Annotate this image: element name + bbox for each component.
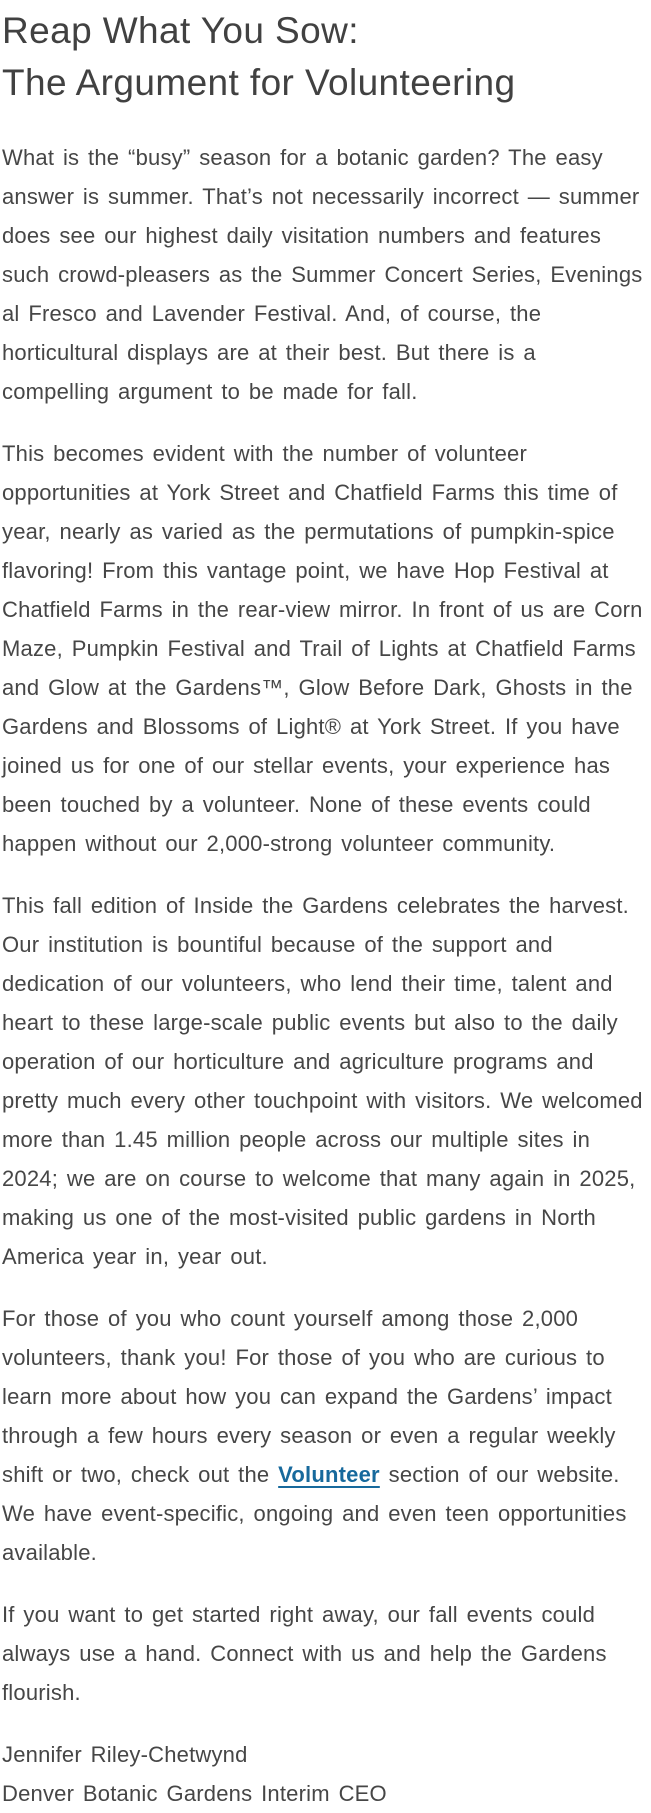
paragraph-2: This becomes evident with the number of volunteer opportunities at York Street and Chatfield Farms this time of year, nearly as varied as the permutations of pumpkin-spice flavoring! From this vantage point, we have Hop Festival at Chatfield Farms in the rear-view mirror. In front of us are Corn Maze, Pumpkin Festival and Trail of Lights at Chatfield Farms and Glow at the Gardens™, Glow Before Dark, Ghosts in the Gardens and Blossoms of Light® at York Street. If you have joined us for one of our stellar events, your experience has been touched by a volunteer. None of these events could happen without our 2,000-strong volunteer community. <box>2 441 643 856</box>
paragraph-3: This fall edition of Inside the Gardens celebrates the harvest. Our institution is bountiful because of the support and dedication of our volunteers, who lend their time, talent and heart to these large-scale public events but also to the daily operation of our horticulture and agriculture programs and pretty much every other touchpoint with visitors. We welcomed more than 1.45 million people across our multiple sites in 2024; we are on course to welcome that many again in 2025, making us one of the most-visited public gardens in North America year in, year out. <box>2 893 643 1269</box>
paragraph-4-text-before-link: For those of you who count yourself among those 2,000 volunteers, thank you! For those of you who are curious to learn more about how you can expand the Gardens’ impact through a few hours every season or even a regular weekly shift or two, check out the <box>2 1306 616 1487</box>
signature-name: Jennifer Riley-Chetwynd <box>2 1742 248 1767</box>
paragraph-4-text-after-link: section of our website. We have event-specific, ongoing and even teen opportunities available. <box>2 1462 627 1565</box>
page-title-line-1: Reap What You Sow: <box>2 10 359 51</box>
paragraph-4 <box>2 1299 643 1572</box>
volunteer-link[interactable]: Volunteer <box>278 1462 380 1487</box>
article-body <box>2 138 643 1712</box>
page-title <box>2 5 643 109</box>
signature-role: Denver Botanic Gardens Interim CEO <box>2 1781 387 1806</box>
signature-block <box>2 1735 643 1813</box>
paragraph-1: What is the “busy” season for a botanic garden? The easy answer is summer. That’s not necessarily incorrect — summer does see our highest daily visitation numbers and features such crowd-pleasers as the Summer Concert Series, Evenings al Fresco and Lavender Festival. And, of course, the horticultural displays are at their best. But there is a compelling argument to be made for fall. <box>2 145 643 404</box>
paragraph-5: If you want to get started right away, our fall events could always use a hand. Connect with us and help the Gardens flourish. <box>2 1602 607 1705</box>
page-title-line-2: The Argument for Volunteering <box>2 62 516 103</box>
